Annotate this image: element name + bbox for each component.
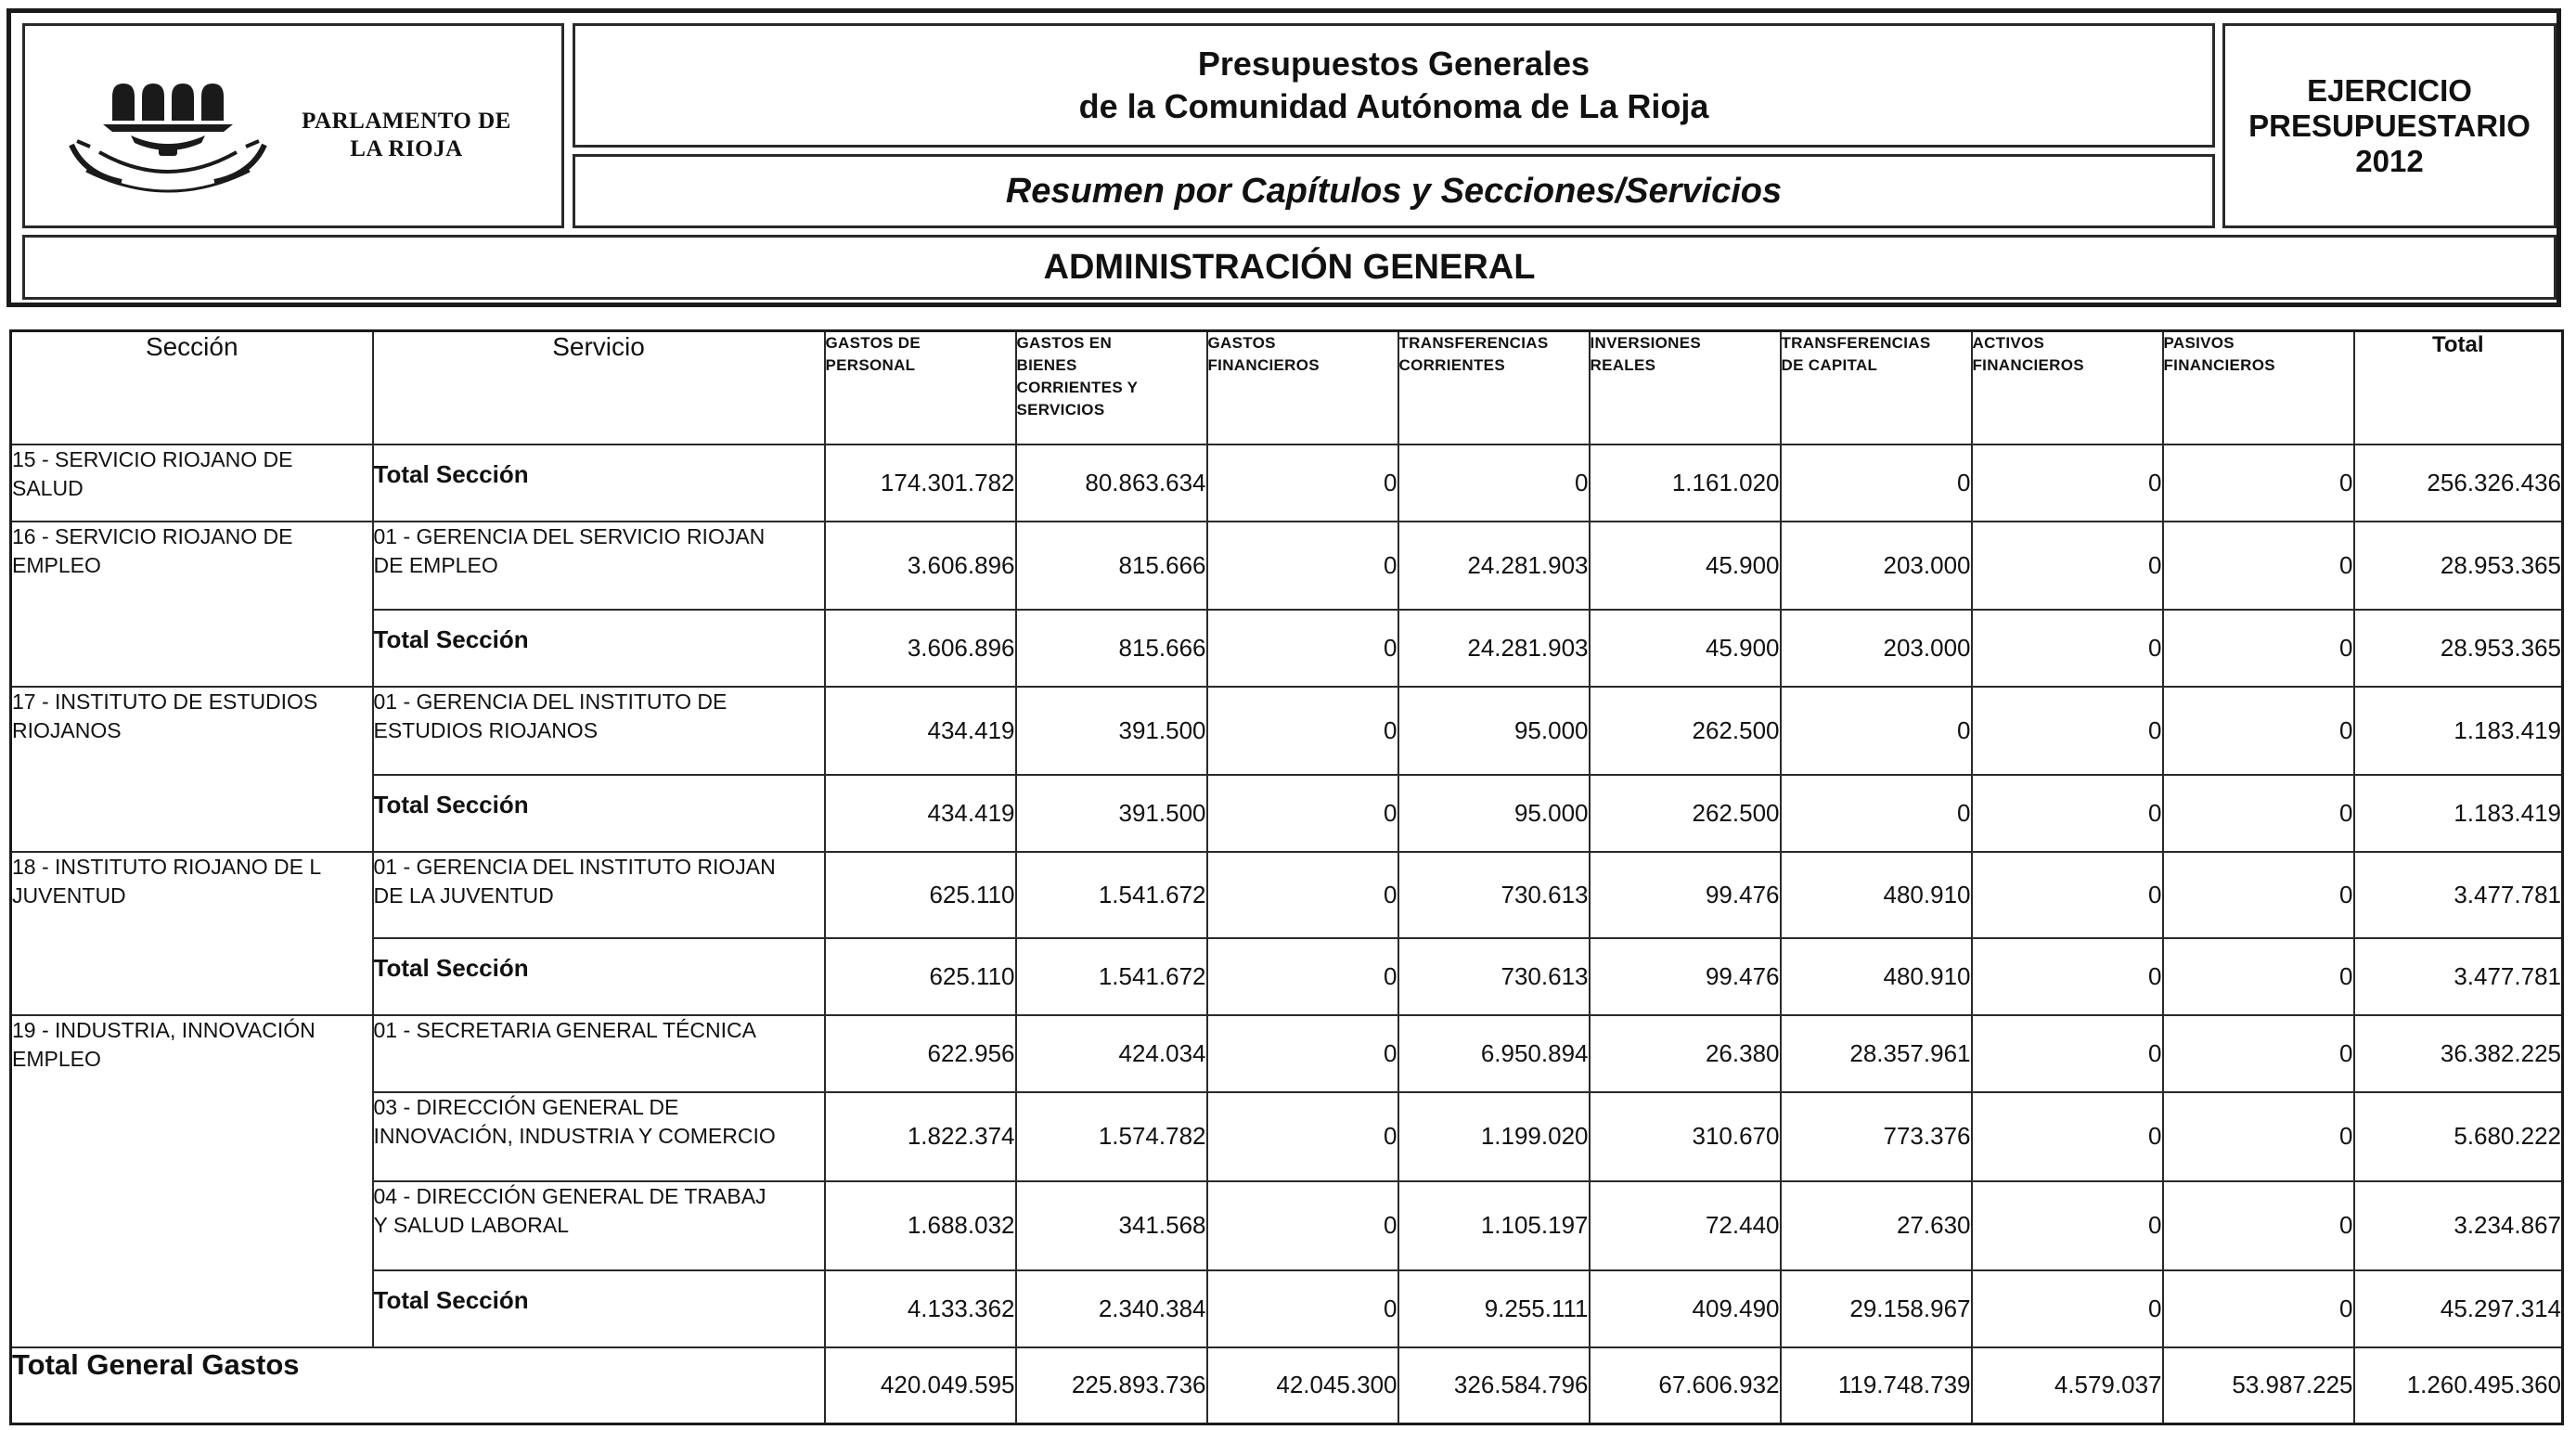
amount-cell: 0 (2163, 687, 2354, 775)
header-line: TRANSFERENCIAS (1398, 334, 1549, 352)
header-line: BIENES (1016, 356, 1077, 374)
amount-cell: 203.000 (1781, 522, 1972, 610)
amount-cell: 0 (2163, 1015, 2354, 1092)
row-total-value: 28.953.365 (2354, 610, 2563, 687)
amount-cell: 0 (2163, 444, 2354, 522)
subtitle-panel (573, 154, 2215, 228)
amount-cell: 0 (1207, 1015, 1398, 1092)
service-name-line: Total Sección (373, 625, 529, 653)
column-header-chapter (1016, 331, 1207, 444)
amount-cell: 434.419 (825, 687, 1016, 775)
grand-total-value: 420.049.595 (825, 1347, 1016, 1424)
table-row (11, 522, 2563, 610)
amount-cell: 0 (1398, 444, 1590, 522)
amount-cell: 0 (1972, 775, 2163, 852)
row-total-value: 36.382.225 (2354, 1015, 2563, 1092)
amount-cell: 424.034 (1016, 1015, 1207, 1092)
amount-cell: 0 (1207, 1181, 1398, 1270)
service-name-line: INNOVACIÓN, INDUSTRIA Y COMERCIO (373, 1123, 776, 1148)
header-line: ACTIVOS (1972, 334, 2045, 352)
section-name-cell (11, 522, 373, 687)
total-seccion-label (373, 610, 825, 687)
org-line-2: LA RIOJA (350, 136, 463, 161)
row-total-value: 3.477.781 (2354, 938, 2563, 1015)
section-total-row (11, 775, 2563, 852)
header-line: CORRIENTES Y (1016, 379, 1139, 396)
amount-cell: 0 (1207, 444, 1398, 522)
grand-total-value: 4.579.037 (1972, 1347, 2163, 1424)
amount-cell: 1.822.374 (825, 1092, 1016, 1181)
section-name-line: 17 - INSTITUTO DE ESTUDIOS (12, 689, 318, 714)
org-line-1: PARLAMENTO DE (302, 109, 511, 134)
service-name-cell (373, 687, 825, 775)
service-name-line: 03 - DIRECCIÓN GENERAL DE (373, 1094, 679, 1119)
amount-cell: 0 (1207, 1092, 1398, 1181)
table-header-row (11, 331, 2563, 444)
document-title-line-1: Presupuestos Generales (1197, 45, 1591, 83)
section-title: ADMINISTRACIÓN GENERAL (1043, 247, 1536, 287)
column-header-chapter (1590, 331, 1781, 444)
service-name-cell (373, 1092, 825, 1181)
amount-cell: 1.541.672 (1016, 938, 1207, 1015)
section-name-line: EMPLEO (12, 1046, 101, 1071)
amount-cell: 0 (1781, 687, 1972, 775)
section-name-line: SALUD (12, 475, 84, 500)
amount-cell: 625.110 (825, 938, 1016, 1015)
header-line: CORRIENTES (1398, 356, 1505, 374)
parliament-logo-icon (66, 63, 289, 202)
amount-cell: 203.000 (1781, 610, 1972, 687)
column-header-total: Total (2354, 331, 2563, 444)
header-line: REALES (1590, 356, 1656, 374)
header-line: SERVICIOS (1016, 401, 1105, 419)
total-seccion-label (373, 444, 825, 522)
row-total-value: 3.234.867 (2354, 1181, 2563, 1270)
row-total-value: 45.297.314 (2354, 1270, 2563, 1347)
amount-cell: 0 (1207, 938, 1398, 1015)
amount-cell: 434.419 (825, 775, 1016, 852)
section-total-row (11, 938, 2563, 1015)
amount-cell: 99.476 (1590, 938, 1781, 1015)
amount-cell: 0 (2163, 610, 2354, 687)
table-row (11, 1092, 2563, 1181)
row-total-value: 28.953.365 (2354, 522, 2563, 610)
grand-total-label: Total General Gastos (11, 1347, 825, 1424)
service-name-line: Y SALUD LABORAL (373, 1212, 570, 1237)
amount-cell: 0 (2163, 1181, 2354, 1270)
amount-cell: 0 (1972, 1270, 2163, 1347)
document-title-line-2: de la Comunidad Autónoma de La Rioja (1078, 87, 1709, 125)
amount-cell: 773.376 (1781, 1092, 1972, 1181)
header-line: INVERSIONES (1590, 334, 1701, 352)
row-total-value: 1.183.419 (2354, 775, 2563, 852)
grand-total-row (11, 1347, 2563, 1424)
amount-cell: 95.000 (1398, 687, 1590, 775)
amount-cell: 26.380 (1590, 1015, 1781, 1092)
grand-total-value: 119.748.739 (1781, 1347, 1972, 1424)
amount-cell: 622.956 (825, 1015, 1016, 1092)
section-name-cell (11, 687, 373, 852)
column-header-chapter (825, 331, 1016, 444)
service-name-line: 01 - SECRETARIA GENERAL TÉCNICA (373, 1017, 756, 1042)
amount-cell: 262.500 (1590, 775, 1781, 852)
section-name-line: 18 - INSTITUTO RIOJANO DE L (12, 854, 322, 879)
amount-cell: 27.630 (1781, 1181, 1972, 1270)
amount-cell: 480.910 (1781, 852, 1972, 938)
amount-cell: 409.490 (1590, 1270, 1781, 1347)
amount-cell: 3.606.896 (825, 610, 1016, 687)
row-total-value: 256.326.436 (2354, 444, 2563, 522)
amount-cell: 1.688.032 (825, 1181, 1016, 1270)
row-total-value: 5.680.222 (2354, 1092, 2563, 1181)
header-line: GASTOS EN (1016, 334, 1113, 352)
column-header-chapter (1207, 331, 1398, 444)
amount-cell: 730.613 (1398, 852, 1590, 938)
header-line: FINANCIEROS (1972, 356, 2084, 374)
document-header (6, 8, 2561, 307)
amount-cell: 1.199.020 (1398, 1092, 1590, 1181)
year-label-line-1: EJERCICIO (2307, 72, 2472, 108)
service-name-line: 01 - GERENCIA DEL INSTITUTO RIOJAN (373, 854, 776, 879)
header-line: FINANCIEROS (2163, 356, 2275, 374)
amount-cell: 24.281.903 (1398, 522, 1590, 610)
amount-cell: 0 (2163, 1270, 2354, 1347)
amount-cell: 0 (1207, 522, 1398, 610)
grand-total-value: 326.584.796 (1398, 1347, 1590, 1424)
amount-cell: 72.440 (1590, 1181, 1781, 1270)
table-row (11, 1015, 2563, 1092)
service-name-line: 04 - DIRECCIÓN GENERAL DE TRABAJ (373, 1183, 766, 1208)
grand-total-value: 42.045.300 (1207, 1347, 1398, 1424)
total-seccion-label (373, 1270, 825, 1347)
year-label-line-2: PRESUPUESTARIO (2248, 108, 2531, 143)
amount-cell: 45.900 (1590, 522, 1781, 610)
amount-cell: 0 (2163, 1092, 2354, 1181)
table-body (11, 444, 2563, 1424)
section-name-cell (11, 1015, 373, 1347)
column-header-servicio: Servicio (373, 331, 825, 444)
amount-cell: 262.500 (1590, 687, 1781, 775)
section-name-line: 19 - INDUSTRIA, INNOVACIÓN (12, 1017, 316, 1042)
column-header-chapter (1398, 331, 1590, 444)
document-subtitle: Resumen por Capítulos y Secciones/Servicios (1005, 171, 1783, 211)
amount-cell: 0 (1972, 1092, 2163, 1181)
service-name-line: Total Sección (373, 953, 529, 982)
amount-cell: 0 (2163, 852, 2354, 938)
service-name-line: DE EMPLEO (373, 552, 498, 577)
amount-cell: 0 (2163, 775, 2354, 852)
section-name-line: RIOJANOS (12, 717, 122, 742)
service-name-cell (373, 522, 825, 610)
section-name-line: 16 - SERVICIO RIOJANO DE (12, 523, 293, 548)
budget-table (9, 329, 2564, 1425)
section-name-cell (11, 852, 373, 1015)
section-total-row (11, 444, 2563, 522)
service-name-line: Total Sección (373, 790, 529, 818)
amount-cell: 29.158.967 (1781, 1270, 1972, 1347)
service-name-line: ESTUDIOS RIOJANOS (373, 717, 599, 742)
amount-cell: 1.541.672 (1016, 852, 1207, 938)
amount-cell: 0 (1207, 610, 1398, 687)
amount-cell: 0 (1972, 687, 2163, 775)
column-header-chapter (1972, 331, 2163, 444)
amount-cell: 0 (1972, 852, 2163, 938)
header-line: TRANSFERENCIAS (1781, 334, 1931, 352)
amount-cell: 28.357.961 (1781, 1015, 1972, 1092)
service-name-line: Total Sección (373, 459, 529, 488)
column-header-chapter (1781, 331, 1972, 444)
amount-cell: 0 (2163, 522, 2354, 610)
amount-cell: 99.476 (1590, 852, 1781, 938)
amount-cell: 6.950.894 (1398, 1015, 1590, 1092)
organization-name (290, 108, 522, 163)
header-line: GASTOS DE (825, 334, 921, 352)
amount-cell: 0 (1972, 938, 2163, 1015)
amount-cell: 45.900 (1590, 610, 1781, 687)
amount-cell: 0 (1972, 1181, 2163, 1270)
amount-cell: 310.670 (1590, 1092, 1781, 1181)
amount-cell: 4.133.362 (825, 1270, 1016, 1347)
grand-total-value: 53.987.225 (2163, 1347, 2354, 1424)
column-header-seccion: Sección (11, 331, 373, 444)
amount-cell: 174.301.782 (825, 444, 1016, 522)
service-name-line: Total Sección (373, 1285, 529, 1314)
amount-cell: 0 (1972, 610, 2163, 687)
amount-cell: 95.000 (1398, 775, 1590, 852)
service-name-cell (373, 1181, 825, 1270)
total-seccion-label (373, 775, 825, 852)
amount-cell: 9.255.111 (1398, 1270, 1590, 1347)
amount-cell: 730.613 (1398, 938, 1590, 1015)
amount-cell: 0 (2163, 938, 2354, 1015)
service-name-line: 01 - GERENCIA DEL INSTITUTO DE (373, 689, 728, 714)
amount-cell: 341.568 (1016, 1181, 1207, 1270)
amount-cell: 625.110 (825, 852, 1016, 938)
column-header-chapter (2163, 331, 2354, 444)
section-title-panel (22, 235, 2557, 300)
amount-cell: 0 (1781, 775, 1972, 852)
amount-cell: 0 (1781, 444, 1972, 522)
section-name-cell (11, 444, 373, 522)
amount-cell: 1.161.020 (1590, 444, 1781, 522)
amount-cell: 1.105.197 (1398, 1181, 1590, 1270)
row-total-value: 3.477.781 (2354, 852, 2563, 938)
amount-cell: 80.863.634 (1016, 444, 1207, 522)
service-name-cell (373, 1015, 825, 1092)
header-line: PERSONAL (825, 356, 916, 374)
service-name-cell (373, 852, 825, 938)
amount-cell: 24.281.903 (1398, 610, 1590, 687)
amount-cell: 0 (1972, 522, 2163, 610)
section-total-row (11, 610, 2563, 687)
section-total-row (11, 1270, 2563, 1347)
amount-cell: 0 (1207, 687, 1398, 775)
section-name-line: 15 - SERVICIO RIOJANO DE (12, 446, 293, 471)
section-name-line: EMPLEO (12, 552, 101, 577)
logo-panel (22, 23, 564, 228)
amount-cell: 815.666 (1016, 522, 1207, 610)
amount-cell: 815.666 (1016, 610, 1207, 687)
service-name-line: DE LA JUVENTUD (373, 882, 554, 908)
title-panel (573, 23, 2215, 148)
row-total-value: 1.183.419 (2354, 687, 2563, 775)
amount-cell: 1.574.782 (1016, 1092, 1207, 1181)
section-name-line: JUVENTUD (12, 882, 126, 908)
grand-total-value: 1.260.495.360 (2354, 1347, 2563, 1424)
table-row (11, 1181, 2563, 1270)
amount-cell: 0 (1972, 444, 2163, 522)
grand-total-value: 67.606.932 (1590, 1347, 1781, 1424)
fiscal-year-panel (2222, 23, 2557, 228)
amount-cell: 391.500 (1016, 775, 1207, 852)
amount-cell: 2.340.384 (1016, 1270, 1207, 1347)
total-seccion-label (373, 938, 825, 1015)
header-line: FINANCIEROS (1207, 356, 1320, 374)
grand-total-value: 225.893.736 (1016, 1347, 1207, 1424)
table-row (11, 852, 2563, 938)
header-line: PASIVOS (2163, 334, 2235, 352)
amount-cell: 0 (1207, 852, 1398, 938)
table-row (11, 687, 2563, 775)
amount-cell: 480.910 (1781, 938, 1972, 1015)
amount-cell: 3.606.896 (825, 522, 1016, 610)
amount-cell: 0 (1972, 1015, 2163, 1092)
header-line: DE CAPITAL (1781, 356, 1878, 374)
service-name-line: 01 - GERENCIA DEL SERVICIO RIOJAN (373, 523, 766, 548)
amount-cell: 0 (1207, 775, 1398, 852)
amount-cell: 0 (1207, 1270, 1398, 1347)
fiscal-year: 2012 (2355, 143, 2424, 178)
header-line: GASTOS (1207, 334, 1276, 352)
amount-cell: 391.500 (1016, 687, 1207, 775)
